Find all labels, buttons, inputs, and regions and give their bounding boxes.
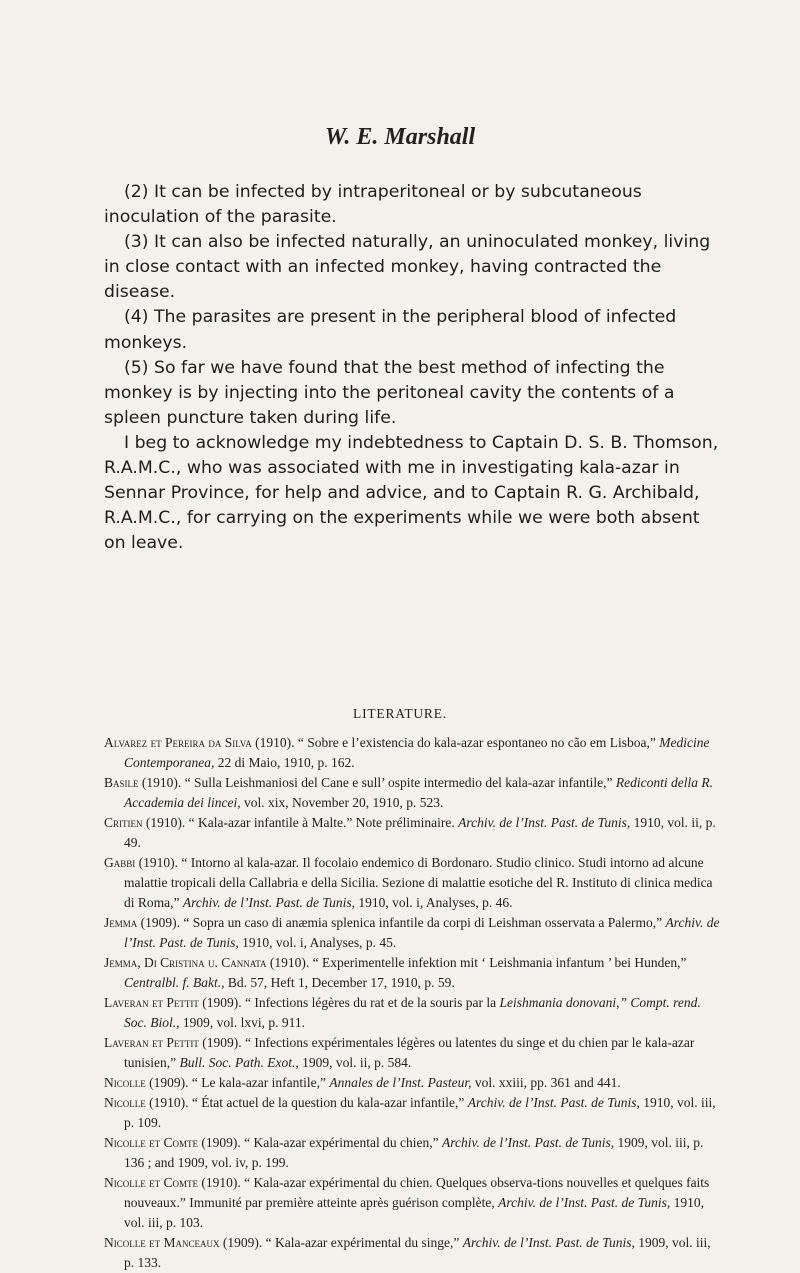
reference-details: 1909, vol. iii, p. 133. bbox=[124, 1235, 711, 1270]
reference-details: vol. xxiii, pp. 361 and 441. bbox=[471, 1075, 621, 1090]
reference-item bbox=[104, 813, 724, 853]
reference-title: “ Le kala-azar infantile,” bbox=[188, 1075, 330, 1090]
reference-author: Alvarez et Pereira da Silva (1910). bbox=[104, 735, 295, 750]
reference-title: “ État actuel de la question du kala-azar infantile,” bbox=[188, 1095, 468, 1110]
reference-details: Bd. 57, Heft 1, December 17, 1910, p. 59. bbox=[224, 975, 455, 990]
paragraph: I beg to acknowledge my indebtedness to Captain D. S. B. Thomson, R.A.M.C., who was associated with me in investigating kala-azar in Sennar Province, for help and advice, and to Captain R. G. Archibald, R.A.M.C., for carrying on the experiments while we were both absent on leave. bbox=[104, 432, 719, 554]
reference-item bbox=[104, 1133, 724, 1173]
reference-journal: Medicine Contemporanea, bbox=[124, 735, 710, 770]
reference-title: “ Sobre e l’existencia do kala-azar espontaneo no cão em Lisboa,” bbox=[294, 735, 660, 750]
reference-title: “ Kala-azar expérimental du singe,” bbox=[262, 1235, 463, 1250]
reference-journal: Archiv. de l’Inst. Past. de Tunis, bbox=[462, 1235, 635, 1250]
reference-item bbox=[104, 773, 724, 813]
reference-author: Nicolle et Manceaux (1909). bbox=[104, 1235, 263, 1250]
reference-details: 1909, vol. iii, p. 136 ; and 1909, vol. iv, p. 199. bbox=[124, 1135, 704, 1170]
reference-list bbox=[104, 733, 724, 1273]
reference-details: 22 di Maio, 1910, p. 162. bbox=[214, 755, 355, 770]
literature-heading: LITERATURE. bbox=[353, 706, 447, 721]
reference-author: Nicolle et Comte (1909). bbox=[104, 1135, 241, 1150]
reference-journal: Bull. Soc. Path. Exot., bbox=[179, 1055, 299, 1070]
reference-title: “ Kala-azar infantile à Malte.” Note préliminaire. bbox=[185, 815, 459, 830]
reference-journal: Archiv. de l’Inst. Past. de Tunis, bbox=[182, 895, 355, 910]
reference-author: Critien (1910). bbox=[104, 815, 186, 830]
reference-item bbox=[104, 1033, 724, 1073]
reference-title: “ Infections légères du rat et de la souris par la bbox=[241, 995, 500, 1010]
reference-item bbox=[104, 993, 724, 1033]
reference-title: “ Sulla Leishmaniosi del Cane e sull’ ospite intermedio del kala-azar infantile,” bbox=[181, 775, 616, 790]
reference-journal: Rediconti della R. Accademia dei lincei, bbox=[124, 775, 713, 810]
reference-item bbox=[104, 1093, 724, 1133]
reference-author: Basile (1910). bbox=[104, 775, 182, 790]
reference-details: 1909, vol. lxvi, p. 911. bbox=[179, 1015, 306, 1030]
body-text bbox=[104, 180, 724, 556]
reference-journal: Archiv. de l’Inst. Past. de Tunis, bbox=[124, 915, 720, 950]
paragraph: (4) The parasites are present in the peripheral blood of infected monkeys. bbox=[104, 307, 677, 353]
reference-author: Laveran et Pettit (1909). bbox=[104, 995, 242, 1010]
reference-author: Jemma (1909). bbox=[104, 915, 180, 930]
reference-title: “ Sopra un caso di anæmia splenica infantile da corpi di Leishman osservata a Palermo,” bbox=[180, 915, 666, 930]
paragraph: (2) It can be infected by intraperitoneal or by subcutaneous inoculation of the parasite. bbox=[104, 182, 642, 228]
reference-details: 1910, vol. i, Analyses, p. 46. bbox=[354, 895, 513, 910]
reference-item bbox=[104, 1173, 724, 1233]
reference-details: 1910, vol. i, Analyses, p. 45. bbox=[238, 935, 397, 950]
reference-details: 1910, vol. iii, p. 109. bbox=[124, 1095, 716, 1130]
running-header: W. E. Marshall bbox=[324, 124, 476, 150]
reference-title: “ Intorno al kala-azar. Il focolaio endemico di Bordonaro. Studio clinico. Studi intorno ad alcune malattie tropicali della Callabria e della Sicilia. Sezione di malattie esotiche del R. Instituto di clinica medica di Roma,” bbox=[124, 855, 713, 910]
paragraph: (5) So far we have found that the best method of infecting the monkey is by injecting into the peritoneal cavity the contents of a spleen puncture taken during life. bbox=[104, 357, 675, 428]
reference-author: Nicolle (1910). bbox=[104, 1095, 189, 1110]
reference-author: Gabbi (1910). bbox=[104, 855, 178, 870]
reference-title: “ Kala-azar expérimental du chien,” bbox=[240, 1135, 442, 1150]
reference-journal: Archiv. de l’Inst. Past. de Tunis, bbox=[442, 1135, 615, 1150]
reference-journal: Leishmania donovani,” Compt. rend. Soc. Biol., bbox=[124, 995, 701, 1030]
reference-item bbox=[104, 733, 724, 773]
reference-details: 1910, vol. ii, p. 49. bbox=[124, 815, 716, 850]
reference-item bbox=[104, 913, 724, 953]
reference-details: vol. xix, November 20, 1910, p. 523. bbox=[240, 795, 444, 810]
reference-journal: Centralbl. f. Bakt., bbox=[124, 975, 225, 990]
reference-title: “ Kala-azar expérimental du chien. Quelques observa-tions nouvelles et quelques faits nouveaux.” Immunité par première atteinte après guérison complète, bbox=[124, 1175, 710, 1210]
reference-author: Nicolle et Comte (1910). bbox=[104, 1175, 241, 1190]
reference-details: 1910, vol. iii, p. 103. bbox=[124, 1195, 704, 1230]
reference-item bbox=[104, 853, 724, 913]
reference-journal: Archiv. de l’Inst. Past. de Tunis, bbox=[467, 1095, 640, 1110]
reference-journal: Archiv. de l’Inst. Past. de Tunis, bbox=[498, 1195, 671, 1210]
reference-details: 1909, vol. ii, p. 584. bbox=[298, 1055, 412, 1070]
reference-author: Jemma, Di Cristina u. Cannata (1910). bbox=[104, 955, 310, 970]
reference-title: “ Infections expérimentales légères ou latentes du singe et du chien par le kala-azar tunisien,” bbox=[124, 1035, 695, 1070]
reference-item bbox=[104, 1233, 724, 1273]
reference-journal: Archiv. de l’Inst. Past. de Tunis, bbox=[458, 815, 631, 830]
paragraph: (3) It can also be infected naturally, an uninoculated monkey, living in close contact with an infected monkey, having contracted the disease. bbox=[104, 232, 711, 303]
reference-item bbox=[104, 1073, 724, 1093]
reference-author: Nicolle (1909). bbox=[104, 1075, 189, 1090]
reference-item bbox=[104, 953, 724, 993]
reference-journal: Annales de l’Inst. Pasteur, bbox=[329, 1075, 472, 1090]
reference-author: Laveran et Pettit (1909). bbox=[104, 1035, 242, 1050]
reference-title: “ Experimentelle infektion mit ‘ Leishmania infantum ’ bei Hunden,” bbox=[309, 955, 687, 970]
